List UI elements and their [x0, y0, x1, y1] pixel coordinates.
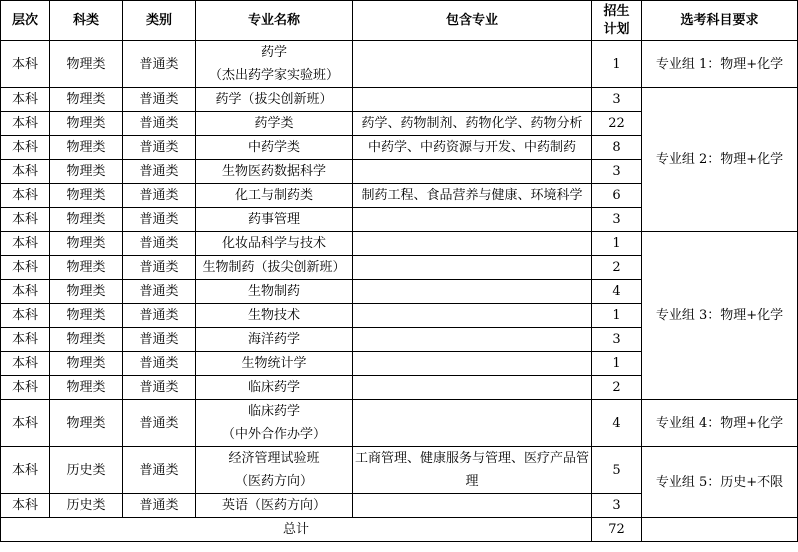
cell-subject: 物理类: [50, 88, 123, 112]
cell-subject: 物理类: [50, 400, 123, 447]
cell-major-name: 临床药学: [196, 376, 353, 400]
cell-level: 本科: [1, 232, 50, 256]
major-name-line2: （医药方向）: [234, 474, 313, 489]
cell-subject: 物理类: [50, 232, 123, 256]
cell-category: 普通类: [123, 352, 196, 376]
cell-group-5: 专业组 5：历史+不限: [642, 447, 798, 518]
table-row: [1, 447, 798, 494]
cell-included: [353, 494, 592, 518]
cell-level: 本科: [1, 352, 50, 376]
major-name-line1: 药学: [260, 45, 287, 60]
cell-major-name: 生物医药数据科学: [196, 160, 353, 184]
total-label: 总计: [1, 518, 592, 542]
cell-included: 制药工程、食品营养与健康、环境科学: [353, 184, 592, 208]
cell-major-name: [196, 41, 353, 88]
cell-subject: 物理类: [50, 112, 123, 136]
cell-level: 本科: [1, 400, 50, 447]
cell-major-name: 化妆品科学与技术: [196, 232, 353, 256]
cell-major-name: 药学类: [196, 112, 353, 136]
cell-plan: 3: [592, 88, 642, 112]
cell-plan: 3: [592, 328, 642, 352]
cell-included: [353, 376, 592, 400]
cell-included: [353, 160, 592, 184]
cell-group-2: 专业组 2：物理+化学: [642, 88, 798, 232]
major-name-line2: （杰出药学家实验班）: [208, 68, 339, 83]
cell-category: 普通类: [123, 328, 196, 352]
cell-plan: 1: [592, 304, 642, 328]
cell-category: 普通类: [123, 256, 196, 280]
cell-category: 普通类: [123, 136, 196, 160]
cell-major-name: [196, 447, 353, 494]
cell-plan: 3: [592, 208, 642, 232]
cell-level: 本科: [1, 41, 50, 88]
cell-category: 普通类: [123, 41, 196, 88]
header-level: 层次: [1, 1, 50, 41]
cell-major-name: 海洋药学: [196, 328, 353, 352]
cell-subject: 物理类: [50, 280, 123, 304]
cell-category: 普通类: [123, 232, 196, 256]
cell-category: 普通类: [123, 112, 196, 136]
cell-group-4: 专业组 4：物理+化学: [642, 400, 798, 447]
cell-included: [353, 256, 592, 280]
cell-category: 普通类: [123, 160, 196, 184]
cell-plan: 6: [592, 184, 642, 208]
cell-included: 中药学、中药资源与开发、中药制药: [353, 136, 592, 160]
cell-category: 普通类: [123, 88, 196, 112]
total-value: 72: [592, 518, 642, 542]
cell-category: 普通类: [123, 304, 196, 328]
cell-plan: 2: [592, 376, 642, 400]
cell-category: 普通类: [123, 447, 196, 494]
cell-subject: 物理类: [50, 208, 123, 232]
table-row: [1, 88, 798, 112]
cell-subject: 物理类: [50, 352, 123, 376]
cell-plan: 5: [592, 447, 642, 494]
cell-major-name: 药事管理: [196, 208, 353, 232]
cell-major-name: 英语（医药方向）: [196, 494, 353, 518]
cell-level: 本科: [1, 160, 50, 184]
cell-subject: 物理类: [50, 41, 123, 88]
header-plan: [592, 1, 642, 41]
cell-category: 普通类: [123, 184, 196, 208]
cell-plan: 1: [592, 232, 642, 256]
cell-category: 普通类: [123, 208, 196, 232]
cell-subject: 物理类: [50, 160, 123, 184]
cell-level: 本科: [1, 376, 50, 400]
header-major-name: 专业名称: [196, 1, 353, 41]
cell-plan: 4: [592, 280, 642, 304]
cell-level: 本科: [1, 112, 50, 136]
cell-level: 本科: [1, 136, 50, 160]
cell-major-name: 药学（拔尖创新班）: [196, 88, 353, 112]
cell-subject: 历史类: [50, 447, 123, 494]
cell-category: 普通类: [123, 280, 196, 304]
cell-plan: 2: [592, 256, 642, 280]
cell-plan: 1: [592, 352, 642, 376]
cell-major-name: 化工与制药类: [196, 184, 353, 208]
cell-included: [353, 232, 592, 256]
cell-level: 本科: [1, 208, 50, 232]
header-plan-line2: 计划: [603, 21, 630, 37]
cell-subject: 物理类: [50, 256, 123, 280]
cell-plan: 22: [592, 112, 642, 136]
major-name-line2: （中外合作办学）: [221, 427, 326, 442]
cell-level: 本科: [1, 328, 50, 352]
cell-major-name: 中药学类: [196, 136, 353, 160]
cell-subject: 物理类: [50, 376, 123, 400]
header-requirement: 选考科目要求: [642, 1, 798, 41]
total-empty-cell: [642, 518, 798, 542]
cell-level: 本科: [1, 280, 50, 304]
cell-subject: 物理类: [50, 304, 123, 328]
cell-included: 药学、药物制剂、药物化学、药物分析: [353, 112, 592, 136]
header-plan-line1: 招生: [603, 3, 630, 19]
cell-included: 工商管理、健康服务与管理、医疗产品管理: [353, 447, 592, 494]
cell-level: 本科: [1, 256, 50, 280]
cell-included: [353, 304, 592, 328]
cell-major-name: 生物统计学: [196, 352, 353, 376]
cell-major-name: 生物制药（拔尖创新班）: [196, 256, 353, 280]
cell-included: [353, 400, 592, 447]
cell-major-name: 生物技术: [196, 304, 353, 328]
cell-plan: 1: [592, 41, 642, 88]
cell-plan: 3: [592, 494, 642, 518]
cell-included: [353, 88, 592, 112]
cell-plan: 4: [592, 400, 642, 447]
cell-major-name: [196, 400, 353, 447]
cell-plan: 8: [592, 136, 642, 160]
cell-included: [353, 208, 592, 232]
cell-plan: 3: [592, 160, 642, 184]
cell-level: 本科: [1, 494, 50, 518]
cell-included: [353, 352, 592, 376]
major-name-line1: 临床药学: [247, 404, 300, 419]
cell-subject: 物理类: [50, 328, 123, 352]
cell-level: 本科: [1, 184, 50, 208]
cell-major-name: 生物制药: [196, 280, 353, 304]
total-row: [1, 518, 798, 542]
cell-category: 普通类: [123, 400, 196, 447]
cell-category: 普通类: [123, 494, 196, 518]
header-category: 类别: [123, 1, 196, 41]
cell-group-1: 专业组 1：物理+化学: [642, 41, 798, 88]
cell-level: 本科: [1, 88, 50, 112]
cell-included: [353, 41, 592, 88]
header-subject: 科类: [50, 1, 123, 41]
table-row: [1, 232, 798, 256]
cell-level: 本科: [1, 447, 50, 494]
cell-included: [353, 280, 592, 304]
cell-subject: 物理类: [50, 136, 123, 160]
cell-subject: 物理类: [50, 184, 123, 208]
major-name-line1: 经济管理试验班: [228, 451, 320, 466]
cell-category: 普通类: [123, 376, 196, 400]
cell-group-3: 专业组 3：物理+化学: [642, 232, 798, 400]
cell-included: [353, 328, 592, 352]
table-row: [1, 41, 798, 88]
cell-subject: 历史类: [50, 494, 123, 518]
table-row: [1, 400, 798, 447]
cell-level: 本科: [1, 304, 50, 328]
header-row: [1, 1, 798, 41]
header-included: 包含专业: [353, 1, 592, 41]
